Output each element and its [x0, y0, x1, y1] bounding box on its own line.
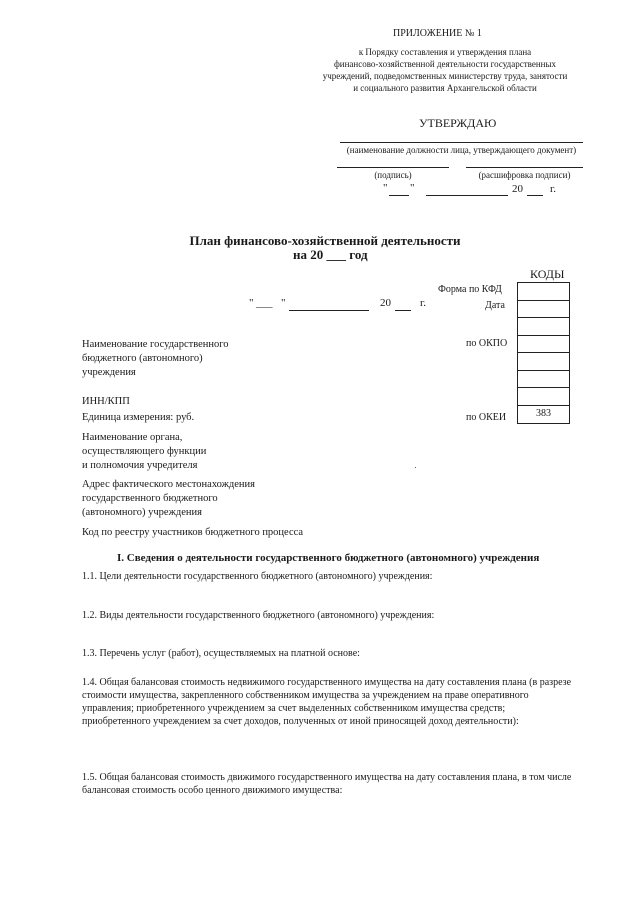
date-year-line: [395, 310, 411, 311]
date-year-prefix: 20: [380, 297, 391, 309]
label-line: бюджетного (автономного): [82, 353, 203, 364]
appendix-reference: [300, 46, 590, 94]
item-1-1: 1.1. Цели деятельности государственного бюджетного (автономного) учреждения:: [82, 571, 433, 582]
label-line: осуществляющего функции: [82, 446, 207, 457]
section-title: I. Сведения о деятельности государственного бюджетного (автономного) учреждения: [117, 552, 540, 564]
approval-title: УТВЕРЖДАЮ: [419, 116, 497, 130]
label-line: Наименование государственного: [82, 339, 229, 350]
inn-kpp-label: ИНН/КПП: [82, 396, 130, 407]
approval-year-suffix: г.: [550, 183, 557, 195]
label-line: Наименование органа,: [82, 432, 183, 443]
decoding-caption: (расшифровка подписи): [478, 170, 571, 180]
code-cell-inn[interactable]: [518, 371, 569, 389]
item-1-4: 1.4. Общая балансовая стоимость недвижимого государственного имущества на дату составления плана (в разрезе стоимости имущества, закрепленного собственником имущества за учреждением на праве оперативного управления; приобретенного учреждением за счет выделенных собственником имущества средств; приобретенного учреждением за счет доходов, полученных от иной приносящей доход деятельности):: [82, 677, 572, 727]
label-line: и полномочия учредителя: [82, 460, 198, 471]
founder-label: [82, 431, 282, 473]
item-1-3: 1.3. Перечень услуг (работ), осуществляемых на платной основе:: [82, 648, 360, 659]
code-cell-okei[interactable]: 383: [536, 407, 551, 419]
date-year-suffix: г.: [420, 297, 427, 309]
institution-name-label: [82, 338, 282, 380]
code-cell-date[interactable]: [518, 301, 569, 319]
date-day-blank: ___: [256, 297, 273, 309]
plan-year-prefix: на 20: [293, 247, 324, 262]
scan-dot: [415, 467, 416, 468]
form-label: Форма по КФД: [438, 284, 502, 295]
codes-header: КОДЫ: [530, 267, 565, 281]
label-line: государственного бюджетного: [82, 493, 218, 504]
approval-year-line: [527, 195, 543, 196]
plan-year-blank: ___: [326, 247, 346, 262]
approval-day-line: [389, 195, 409, 196]
label-line: (автономного) учреждения: [82, 507, 202, 518]
position-line: [340, 142, 583, 143]
appendix-line: и социального развития Архангельской области: [353, 83, 537, 93]
item-1-5: 1.5. Общая балансовая стоимость движимого государственного имущества на дату составления плана, в том числе балансовая стоимость особо ценного движимого имущества:: [82, 772, 572, 796]
label-line: Адрес фактического местонахождения: [82, 479, 255, 490]
decoding-line: [466, 167, 583, 168]
code-cell-form[interactable]: [518, 283, 569, 301]
date-quote-close: ": [281, 297, 286, 309]
registry-code-label: Код по реестру участников бюджетного процесса: [82, 527, 304, 538]
date-label: Дата: [485, 300, 505, 311]
code-cell[interactable]: [518, 388, 569, 406]
approval-year-prefix: 20: [512, 183, 523, 195]
item-1-2: 1.2. Виды деятельности государственного бюджетного (автономного) учреждения:: [82, 610, 435, 621]
approval-month-line: [426, 195, 508, 196]
plan-title: План финансово-хозяйственной деятельности: [189, 233, 461, 248]
date-quote-open: ": [249, 297, 254, 309]
okei-label: по ОКЕИ: [466, 412, 507, 423]
plan-year-suffix: год: [349, 247, 368, 262]
codes-table: [517, 282, 570, 424]
code-cell[interactable]: [518, 353, 569, 371]
appendix-line: к Порядку составления и утверждения плана: [358, 47, 532, 57]
label-line: учреждения: [82, 367, 136, 378]
appendix-line: финансово-хозяйственной деятельности государственных: [333, 59, 557, 69]
date-month-line: [289, 310, 369, 311]
address-label: [82, 478, 322, 520]
code-cell-okpo[interactable]: [518, 336, 569, 354]
approval-quote-close: ": [410, 182, 415, 194]
okpo-label: по ОКПО: [466, 338, 508, 349]
signature-line: [337, 167, 449, 168]
appendix-title: ПРИЛОЖЕНИЕ № 1: [393, 28, 482, 39]
position-caption: (наименование должности лица, утверждающего документ): [346, 145, 577, 155]
appendix-line: учреждений, подведомственных министерству труда, занятости: [322, 71, 568, 81]
unit-label: Единица измерения: руб.: [82, 412, 195, 423]
code-cell[interactable]: [518, 318, 569, 336]
approval-quote-open: ": [383, 182, 388, 194]
signature-caption: (подпись): [374, 170, 412, 180]
plan-year-line: [293, 247, 368, 263]
